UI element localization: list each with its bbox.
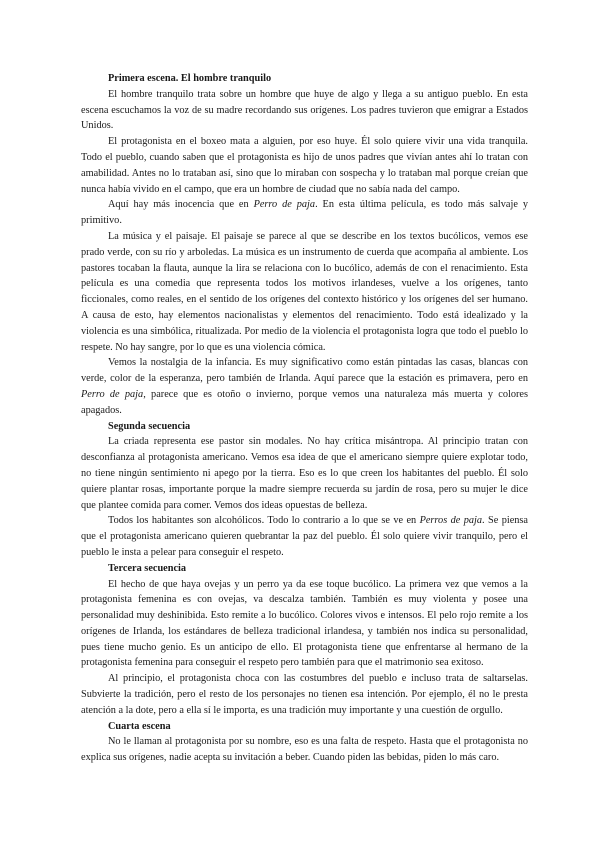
film-title: Perro de paja — [81, 388, 144, 400]
paragraph — [81, 355, 528, 418]
paragraph: El protagonista en el boxeo mata a alguien, por eso huye. Él solo quiere vivir una vida tranquila. Todo el pueblo, cuando saben que el protagonista es hijo de unos padres que vivían antes ahí lo tratan con amabilidad. Antes no lo trataban así, sino que lo miraban con sospecha y lo trataban mal porque creían que nunca había vivido en el campo, que era un hombre de ciudad que no sabía nada del campo. — [81, 136, 528, 195]
paragraph: El hecho de que haya ovejas y un perro ya da ese toque bucólico. La primera vez que vemos a la protagonista femenina es con ovejas, va descalza también. También es muy violenta y posee una personalidad muy deshinibida. Esto remite a lo bucólico. Colores vivos e intensos. El pelo rojo remite a los orígenes de Irlanda, los estándares de belleza tradicional irlandesa, y también nos indica su personalidad, pues tiene mucho genio. Es un anticipo de ello. El protagonista tiene que enfrentarse al hermano de la protagonista femenina para conseguir el respeto pero también para que el matrimonio sea exitoso. — [81, 578, 528, 669]
paragraph: No le llaman al protagonista por su nombre, eso es una falta de respeto. Hasta que el protagonista no explica sus orígenes, nadie acepta su invitación a beber. Cuando piden las bebidas, piden lo más caro. — [81, 736, 528, 764]
text-span: . Se piensa que el protagonista americano quieren quebrantar la paz del pueblo. Él solo quiere vivir tranquilo, pero el pueblo le insta a pelear para conseguir el respeto. — [81, 515, 528, 558]
section-heading-primera-escena: Primera escena. El hombre tranquilo — [108, 73, 272, 84]
text-span: , parece que es otoño o invierno, porque vemos una naturaleza más muerta y colores apagados. — [81, 388, 528, 416]
film-title: Perro de paja — [253, 199, 316, 211]
document-body — [81, 71, 528, 766]
paragraph: Al principio, el protagonista choca con las costumbres del pueblo e incluso trata de saltarselas. Subvierte la tradición, pero el resto de los personajes no tienen esa intención. Por ejemplo, él no le presta atención a la dote, pero a ella sí le importa, es una tradición muy importante y una cuestión de orgullo. — [81, 673, 528, 716]
text-span: Todos los habitantes son alcohólicos. Todo lo contrario a lo que se ve en — [108, 515, 420, 527]
paragraph: El hombre tranquilo trata sobre un hombre que huye de algo y llega a su antiguo pueblo. En esta escena escuchamos la voz de su madre recordando sus orígenes. Los padres tuvieron que emigrar a Estados Unidos. — [81, 88, 528, 132]
text-span: Vemos la nostalgia de la infancia. Es muy significativo como están pintadas las casas, blancas con verde, color de la esperanza, pero también de Irlanda. Aquí parece que la estación es primavera, pero en — [81, 357, 528, 385]
paragraph — [81, 197, 528, 229]
paragraph: La música y el paisaje. El paisaje se parece al que se describe en los textos bucólicos, vemos ese prado verde, con su río y arboledas. La música es un instrumento de cuerda que acompaña al ambiente. Los pastores tocaban la flauta, aunque la lira se relaciona con lo bucólico, además de con el renacimiento. Esta película es una comedia que representa todos los motivos irlandeses, vuelve a los orígenes, tanto ficcionales, como reales, en el sentido de los orígenes del contexto histórico y los orígenes del ser humano. A causa de esto, hay elementos nacionalistas y elementos del renacimiento. Todo está idealizado y la violencia es una simbólica, ritualizada. Por medio de la violencia el protagonista logra que todo el pueblo lo respete. No hay sangre, por lo que es una violencia cómica. — [81, 230, 528, 353]
section-heading-cuarta-escena: Cuarta escena — [108, 720, 171, 732]
film-title: Perros de paja — [419, 515, 483, 527]
text-span: . En esta última película, es todo más salvaje y primitivo. — [81, 199, 528, 227]
paragraph: La criada representa ese pastor sin modales. No hay crítica misántropa. Al principio tratan con desconfianza al protagonista americano. Vemos esa idea de que el americano siempre quiere explotar todo, no tiene ningún sentimiento ni apego por la tierra. Eso es lo que creen los habitantes del pueblo. Él solo quiere plantar rosas, importante porque la madre siempre recuerda su jardín de rosa, pero su mujer le dice que plantee comida para comer. Vemos dos ideas opuestas de belleza. — [81, 436, 528, 511]
section-heading-tercera-secuencia: Tercera secuencia — [108, 562, 187, 574]
paragraph — [81, 513, 528, 560]
section-heading-segunda-secuencia: Segunda secuencia — [108, 420, 191, 432]
text-span: Aquí hay más inocencia que en — [108, 199, 254, 211]
